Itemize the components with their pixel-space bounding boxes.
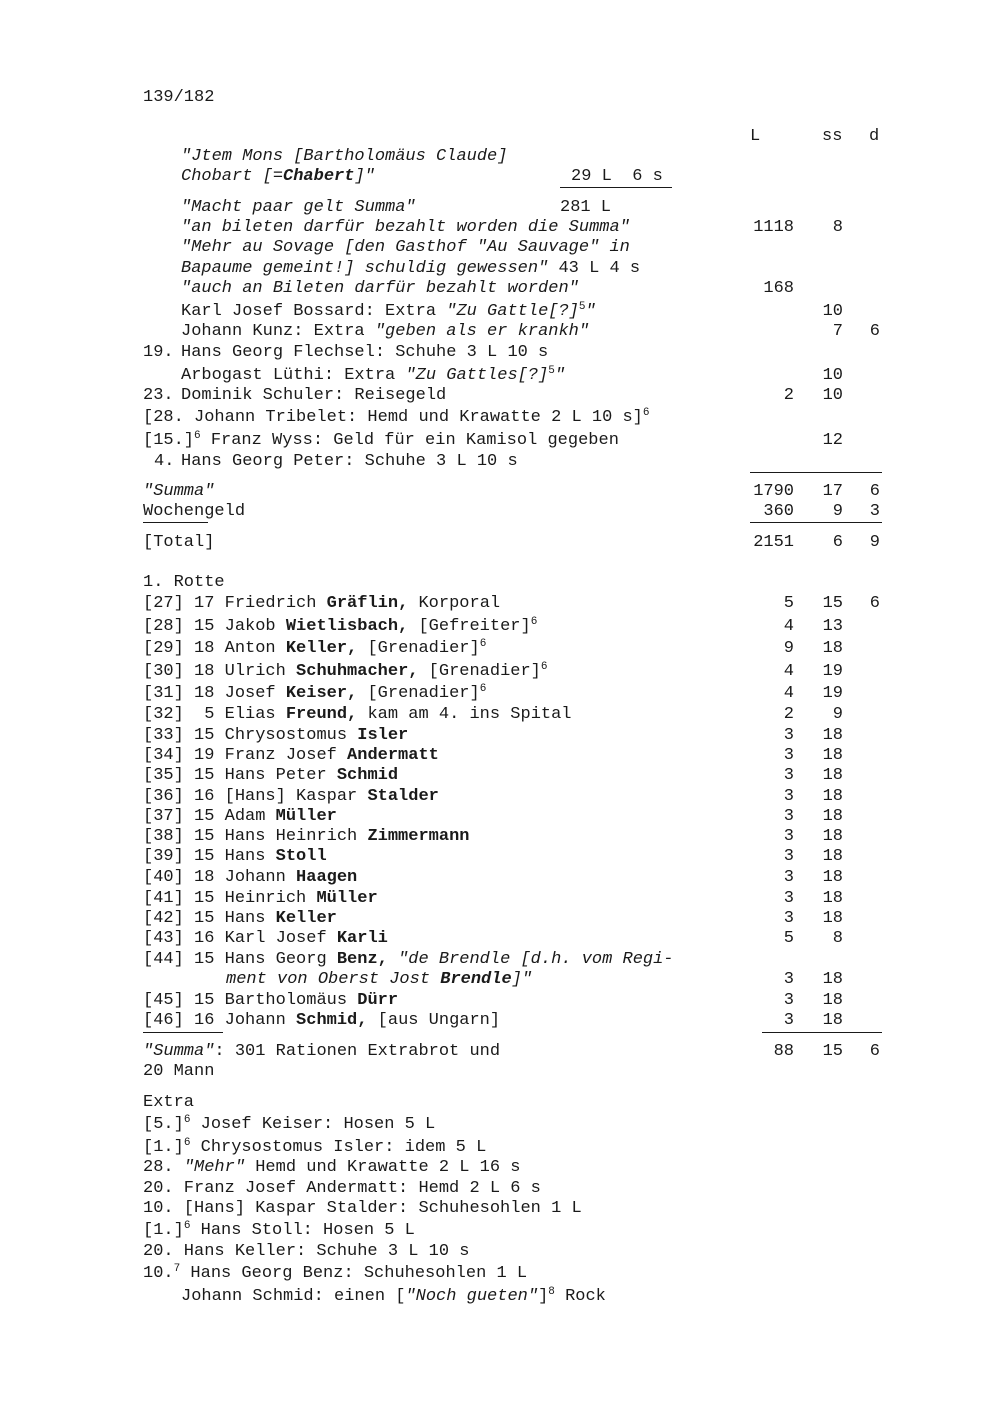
extra-text: Karl Josef Bossard: Extra [181,302,447,321]
rotte-age: 15 [194,889,215,908]
sovage-line-1: "Mehr au Sovage [den Gasthof "Au Sauvage" in [181,238,630,257]
wochengeld-label: Wochengeld [143,502,246,521]
rotte-l: 3 [783,1011,794,1030]
rotte-l: 4 [783,684,794,703]
footnote-mark: 5 [548,365,555,377]
rotte-row [143,766,398,786]
auch-bileten-l: 168 [763,279,794,298]
chabert-line-1: "Jtem Mons [Bartholomäus Claude] [181,147,508,166]
total-rule [750,522,882,523]
rotte-first: Johann [224,868,297,887]
rotte-summa-label: "Summa" [143,1042,215,1061]
extra-line [181,386,446,406]
benz-note-1: "de Brendle [d.h. vom Regi- [398,950,674,969]
rotte-idx: [36] [143,787,184,806]
chabert-line-2 [181,167,375,187]
rotte-ss: 18 [822,991,843,1010]
rotte-age: 15 [194,991,215,1010]
wochengeld-ss: 9 [832,502,843,521]
rotte-first: Bartholomäus [224,991,358,1010]
rotte-rest: [Grenadier] [357,684,480,703]
rotte-last: Benz, [336,950,388,969]
extra-ss: 10 [822,302,843,321]
rotte-first: Friedrich [224,594,327,613]
extra-line [143,431,619,451]
rotte-ss: 18 [822,847,843,866]
rotte-row [143,787,439,807]
rotte-l: 3 [783,827,794,846]
rotte-ss: 18 [822,868,843,887]
rotte-first: Jakob [224,617,286,636]
rotte-age: 18 [194,684,215,703]
rotte-idx: [29] [143,639,184,658]
header-l: L [750,127,761,146]
rotte-ss: 9 [832,705,843,724]
rotte-last: Wietlisbach, [285,617,409,636]
extra-line [181,322,589,342]
rotte-first: Hans [224,909,276,928]
rotte-age: 16 [194,1011,215,1030]
extra-item-pre: [1.] [143,1138,184,1157]
footnote-mark: 8 [548,1286,555,1298]
extra-d: 6 [869,322,880,341]
rotte-age: 5 [194,705,215,724]
rotte-idx: [30] [143,662,184,681]
rotte-ss: 18 [822,807,843,826]
extras-sum-rule [750,472,882,473]
sovage-text: Bapaume gemeint!] schuldig gewessen" [181,259,549,278]
extra-item-pre: 28. [143,1158,184,1177]
rotte-summa-text: : 301 Rationen Extrabrot und [214,1042,501,1061]
rotte-first: Hans [224,847,276,866]
rotte-idx: [44] [143,950,184,969]
rotte-l: 9 [783,639,794,658]
rotte-idx: [31] [143,684,184,703]
extra-item [143,1221,415,1241]
extra-last-post: Rock [554,1287,606,1306]
rotte-rest: [aus Ungarn] [367,1011,501,1030]
rotte-l: 3 [783,766,794,785]
rotte-row-benz [143,950,674,970]
chabert-post: ]" [354,167,375,186]
rotte-row [143,684,486,704]
extra-text: Dominik Schuler: Reisegeld [181,386,447,405]
rotte-first: Ulrich [224,662,297,681]
rotte-age: 15 [194,726,215,745]
extra-item-pre: 20. Hans Keller: Schuhe 3 L 10 s [143,1242,470,1261]
sovage-amount: 43 L 4 s [558,259,641,278]
footnote-mark: 6 [642,407,650,419]
extra-last-it: "Noch gueten" [405,1287,539,1306]
rotte-last: Schuhmacher, [296,662,419,681]
extra-item-pre: 10. [Hans] Kaspar Stalder: Schuhesohlen 1 L [143,1199,582,1218]
rotte-age: 15 [194,847,215,866]
rotte-idx: [42] [143,909,184,928]
extra-line [181,366,565,386]
summa-paar-gelt: "Macht paar gelt Summa" [181,198,416,217]
rotte-idx: [40] [143,868,184,887]
summa-paar-gelt-amount: 281 L [560,198,612,217]
rotte-l: 3 [783,787,794,806]
extra-item [143,1115,435,1135]
rotte-rest: [Grenadier] [418,662,541,681]
rotte-row [143,1011,500,1031]
extra-item-post: Hemd und Krawatte 2 L 16 s [245,1158,521,1177]
rotte-age: 15 [194,617,215,636]
rotte-l: 4 [783,662,794,681]
rotte-l: 3 [783,746,794,765]
extra-text: [28. Johann Tribelet: Hemd und Krawatte 2 L 10 s] [143,408,643,427]
footnote-mark: 6 [183,1137,191,1149]
summa-ss: 17 [822,482,843,501]
rotte-summa-text-2: 20 Mann [143,1062,215,1081]
rotte-age: 18 [194,639,215,658]
extra-line [143,408,650,428]
rotte-last: Schmid, [296,1011,368,1030]
rotte-ss: 18 [822,726,843,745]
rotte-age: 15 [194,950,215,969]
rotte-ss: 19 [822,662,843,681]
rotte-last: Haagen [296,868,358,887]
rotte-row [143,807,337,827]
wochengeld-d: 3 [869,502,880,521]
rotte-idx: [32] [143,705,184,724]
summa-l: 1790 [753,482,794,501]
rotte-ss: 18 [822,746,843,765]
rotte-first: Hans Georg [224,950,337,969]
extra-quote: "geben als er krankh" [374,322,590,341]
summa-d: 6 [869,482,880,501]
extra-number: 19. [143,343,174,362]
extra-text: Arbogast Lüthi: Extra [181,366,406,385]
rotte-row [143,827,469,847]
rotte-age: 15 [194,909,215,928]
extra-ss: 7 [832,322,843,341]
rotte-age: 18 [194,662,215,681]
rotte-l: 4 [783,617,794,636]
benz-note-post: ]" [511,970,533,989]
rotte-age: 17 [194,594,215,613]
rotte-first: Heinrich [224,889,317,908]
footnote-mark: 7 [173,1263,181,1275]
rotte-l: 3 [783,847,794,866]
rotte-first: Hans Peter [224,766,337,785]
rotte-l: 3 [783,991,794,1010]
rotte-ss: 19 [822,684,843,703]
rotte-sum-rule [762,1032,882,1033]
rotte-summa [143,1042,500,1062]
rotte-idx: [46] [143,1011,184,1030]
rotte-age: 16 [194,929,215,948]
rotte-age: 18 [194,868,215,887]
rotte-ss: 13 [822,617,843,636]
rotte-underline [143,1032,223,1033]
rotte-ss: 18 [822,639,843,658]
footnote-mark: 6 [479,638,487,650]
rotte-row [143,726,408,746]
header-d: d [869,127,880,146]
rotte-first: Elias [224,705,286,724]
rotte-row [143,991,398,1011]
rotte-first: Johann [224,1011,297,1030]
extra-item [143,1242,469,1262]
rotte-last: Müller [275,807,337,826]
wochengeld-l: 360 [763,502,794,521]
rotte-last: Keller, [285,639,358,658]
rotte-idx: [37] [143,807,184,826]
rotte-summa-d: 6 [869,1042,880,1061]
rotte-ss: 18 [822,766,843,785]
rotte-idx: [27] [143,594,184,613]
extra-ss: 10 [822,386,843,405]
rotte-row [143,594,500,614]
extra-item [143,1179,541,1199]
rotte-title: 1. Rotte [143,573,225,592]
rotte-last: Schmid [336,766,399,785]
total-ss: 6 [832,533,843,552]
benz-note-pre: ment von Oberst Jost [226,970,441,989]
rotte-l: 3 [783,807,794,826]
rotte-last: Karli [336,929,388,948]
extra-item [143,1138,486,1158]
total-label: [Total] [143,533,215,552]
rotte-age: 15 [194,807,215,826]
rotte-first: Chrysostomus [224,726,358,745]
extra-ss: 12 [822,431,843,450]
benz-ss: 18 [822,970,843,989]
rotte-rest: kam am 4. ins Spital [357,705,572,724]
extra-item [143,1199,582,1219]
extra-text-post: Franz Wyss: Geld für ein Kamisol gegeben [200,431,619,450]
rotte-idx: [41] [143,889,184,908]
rotte-rest: [Grenadier] [357,639,480,658]
footnote-mark: 6 [479,683,487,695]
rotte-rest: Korporal [408,594,501,613]
auch-bileten-line: "auch an Bileten darfür bezahlt worden" [181,279,579,298]
rotte-ss: 18 [822,827,843,846]
rotte-first: Karl Josef [224,929,337,948]
rotte-ss: 18 [822,787,843,806]
extra-line [181,452,518,472]
rotte-first: Josef [224,684,286,703]
chabert-amount: 29 L 6 s [571,167,663,186]
extra-item [143,1158,520,1178]
rotte-l: 2 [783,705,794,724]
rotte-row [143,868,357,888]
extra-last-mid: ] [538,1287,549,1306]
extra-quote-end: " [554,366,566,385]
total-d: 9 [869,533,880,552]
summa-label: "Summa" [143,482,215,501]
extra-item-post: Chrysostomus Isler: idem 5 L [190,1138,487,1157]
extra-ss: 10 [822,366,843,385]
rotte-row [143,889,378,909]
rotte-last: Stoll [275,847,327,866]
rotte-age: 15 [194,827,215,846]
rotte-idx: [39] [143,847,184,866]
rotte-idx: [28] [143,617,184,636]
rotte-last: Stalder [367,787,439,806]
rotte-row [143,705,572,725]
rotte-row [143,662,548,682]
rotte-ss: 18 [822,1011,843,1030]
extra-number: 23. [143,386,174,405]
extra-text: Hans Georg Peter: Schuhe 3 L 10 s [181,452,518,471]
rotte-last: Müller [316,889,378,908]
extra-quote-end: " [585,302,596,321]
extra-l: 2 [783,386,794,405]
rotte-d: 6 [869,594,880,613]
rotte-row [143,847,327,867]
chabert-name: Chabert [283,167,355,186]
chabert-underline [560,187,672,188]
extra-text: Hans Georg Flechsel: Schuhe 3 L 10 s [181,343,549,362]
extra-item-pre: [5.] [143,1115,184,1134]
extra-line [181,343,548,363]
sovage-line-2 [181,259,640,279]
rotte-first: Franz Josef [224,746,348,765]
rotte-age: 19 [194,746,215,765]
rotte-ss: 18 [822,909,843,928]
extra-item-pre: [1.] [143,1221,184,1240]
rotte-last: Isler [357,726,409,745]
rotte-first: Anton [224,639,286,658]
chabert-pre: Chobart [= [181,167,284,186]
extra-item-post: Hans Stoll: Hosen 5 L [190,1221,415,1240]
wochengeld-underline [143,522,208,523]
rotte-l: 5 [783,594,794,613]
extra-text: Johann Kunz: Extra [181,322,375,341]
rotte-idx: [34] [143,746,184,765]
footnote-mark: 6 [194,430,201,442]
total-l: 2151 [753,533,794,552]
rotte-last: Gräflin, [326,594,409,613]
header-ss: ss [822,127,843,146]
rotte-ss: 18 [822,889,843,908]
rotte-first: [Hans] Kaspar [224,787,368,806]
benz-note-2 [226,970,532,990]
footnote-mark: 5 [578,301,586,313]
extra-last-line [181,1287,606,1307]
extra-item-pre: 10. [143,1264,174,1283]
rotte-last: Keiser, [285,684,358,703]
rotte-summa-ss: 15 [822,1042,843,1061]
rotte-ss: 15 [822,594,843,613]
rotte-row [143,746,439,766]
bileten-ss: 8 [832,218,843,237]
footnote-mark: 6 [540,661,548,673]
rotte-row [143,617,537,637]
rotte-last: Freund, [285,705,358,724]
rotte-last: Keller [275,909,337,928]
extra-item [143,1264,527,1284]
rotte-l: 5 [783,929,794,948]
footnote-mark: 6 [183,1220,191,1232]
extra-line [181,302,596,322]
rotte-ss: 8 [832,929,843,948]
extra-number: 4. [154,452,175,471]
benz-l: 3 [783,970,794,989]
rotte-idx: [43] [143,929,184,948]
rotte-rest: [Gefreiter] [408,617,531,636]
rotte-first: Adam [224,807,276,826]
bileten-l: 1118 [753,218,794,237]
rotte-idx: [45] [143,991,184,1010]
footnote-mark: 6 [183,1114,191,1126]
rotte-idx: [33] [143,726,184,745]
rotte-last: Zimmermann [367,827,470,846]
rotte-row [143,909,337,929]
extra-title: Extra [143,1093,195,1112]
rotte-idx: [38] [143,827,184,846]
extra-item-post: Hans Georg Benz: Schuhesohlen 1 L [180,1264,528,1283]
extra-item-pre: 20. Franz Josef Andermatt: Hemd 2 L 6 s [143,1179,541,1198]
rotte-l: 3 [783,909,794,928]
benz-note-bold: Brendle [440,970,512,989]
footnote-mark: 6 [530,616,538,628]
extra-last-pre: Johann Schmid: einen [ [181,1287,406,1306]
bileten-line: "an bileten darfür bezahlt worden die Summa" [181,218,630,237]
extra-quote: "Zu Gattle[?] [446,302,579,321]
page-number: 139/182 [143,88,215,107]
rotte-l: 3 [783,868,794,887]
rotte-first: Hans Heinrich [224,827,368,846]
rotte-last: Dürr [357,991,399,1010]
extra-text: [15.] [143,431,195,450]
extra-item-quote: "Mehr" [183,1158,246,1177]
rotte-row [143,929,388,949]
extra-quote: "Zu Gattles[?] [405,366,549,385]
rotte-last: Andermatt [347,746,439,765]
extra-item-post: Josef Keiser: Hosen 5 L [190,1115,436,1134]
rotte-summa-l: 88 [773,1042,794,1061]
rotte-l: 3 [783,889,794,908]
rotte-age: 15 [194,766,215,785]
rotte-idx: [35] [143,766,184,785]
rotte-l: 3 [783,726,794,745]
rotte-row [143,639,486,659]
rotte-age: 16 [194,787,215,806]
